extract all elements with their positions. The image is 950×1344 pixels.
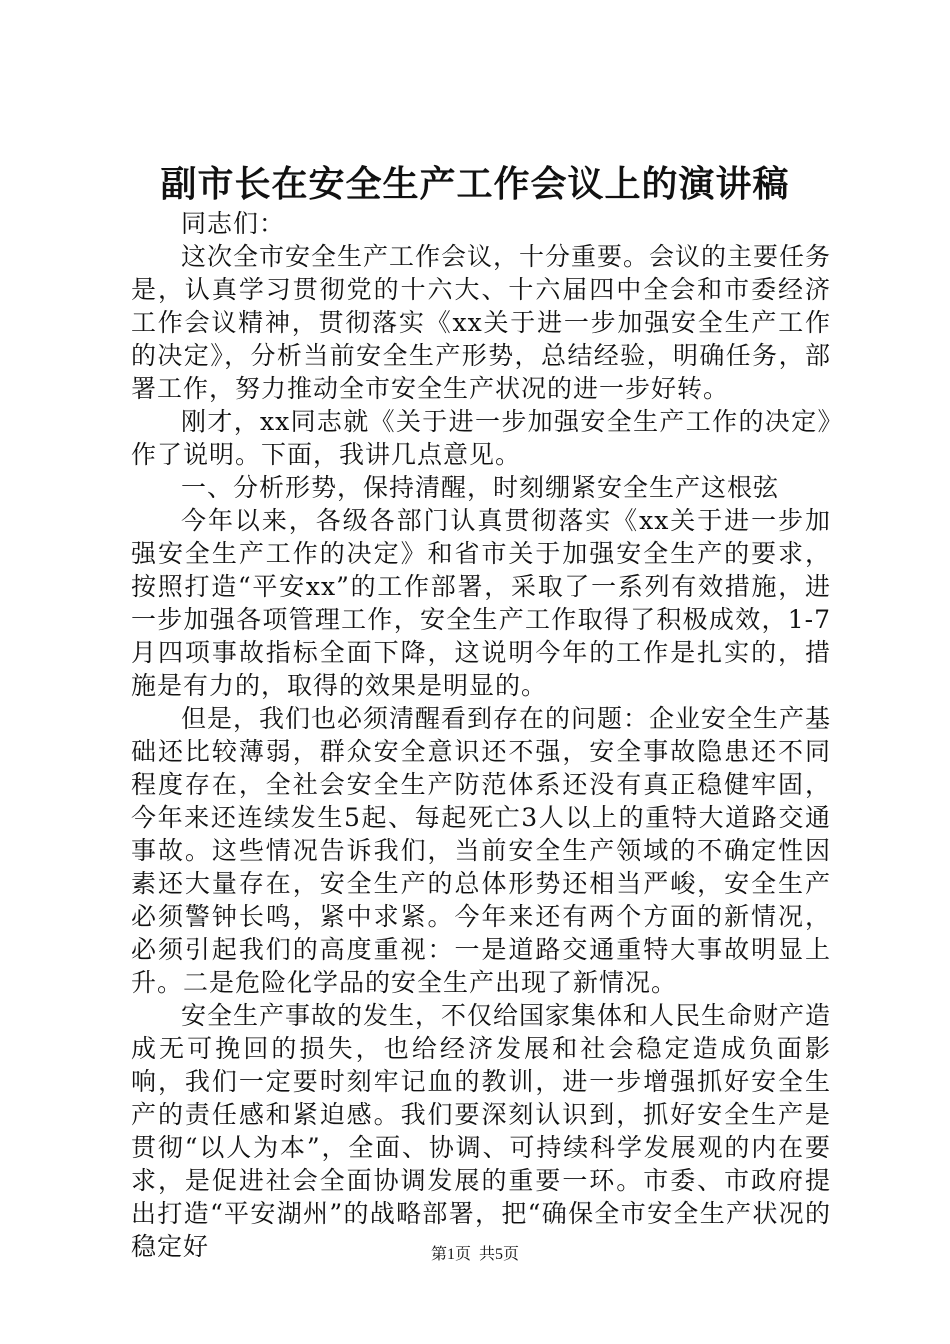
page-number: 第1页	[430, 1246, 471, 1263]
paragraph-responsibility: 安全生产事故的发生，不仅给国家集体和人民生命财产造成无可挽回的损失，也给经济发展和社会稳定造成负面影响，我们一定要时刻牢记血的教训，进一步增强抓好安全生产的责任感和紧迫感。我们要深刻认识到，抓好安全生产是贯彻“以人为本”，全面、协调、可持续科学发展观的内在要求，是促进社会全面协调发展的重要一环。市委、市政府提出打造“平安湖州”的战略部署，把“确保全市安全生产状况的稳定好	[131, 1001, 832, 1261]
paragraph-salutation: 同志们：	[181, 209, 286, 238]
section-heading-1: 一、分析形势，保持清醒，时刻绷紧安全生产这根弦	[181, 473, 780, 502]
paragraph-progress: 今年以来，各级各部门认真贯彻落实《xx关于进一步加强安全生产工作的决定》和省市关于加强安全生产的要求，按照打造“平安xx”的工作部署，采取了一系列有效措施，进一步加强各项管理工作，安全生产工作取得了积极成效，1-7月四项事故指标全面下降，这说明今年的工作是扎实的，措施是有力的，取得的效果是明显的。	[131, 506, 831, 700]
paragraph-problems: 但是，我们也必须清醒看到存在的问题：企业安全生产基础还比较薄弱，群众安全意识还不强，安全事故隐患还不同程度存在，全社会安全生产防范体系还没有真正稳健牢固，今年来还连续发生5起、每起死亡3人以上的重特大道路交通事故。这些情况告诉我们，当前安全生产领域的不确定性因素还大量存在，安全生产的总体形势还相当严峻，安全生产必须警钟长鸣，紧中求紧。今年来还有两个方面的新情况，必须引起我们的高度重视：一是道路交通重特大事故明显上升。二是危险化学品的安全生产出现了新情况。	[131, 704, 832, 997]
paragraph-intro: 这次全市安全生产工作会议，十分重要。会议的主要任务是，认真学习贯彻党的十六大、十六届四中全会和市委经济工作会议精神，贯彻落实《xx关于进一步加强安全生产工作的决定》，分析当前安全生产形势，总结经验，明确任务，部署工作，努力推动全市安全生产状况的进一步好转。	[131, 242, 832, 403]
document-title: 副市长在安全生产工作会议上的演讲稿	[160, 163, 790, 205]
paragraph-remarks: 刚才，xx同志就《关于进一步加强安全生产工作的决定》作了说明。下面，我讲几点意见。	[131, 407, 831, 469]
page-footer	[0, 1244, 950, 1266]
page-total: 共5页	[479, 1246, 520, 1263]
document-body	[131, 207, 831, 1263]
